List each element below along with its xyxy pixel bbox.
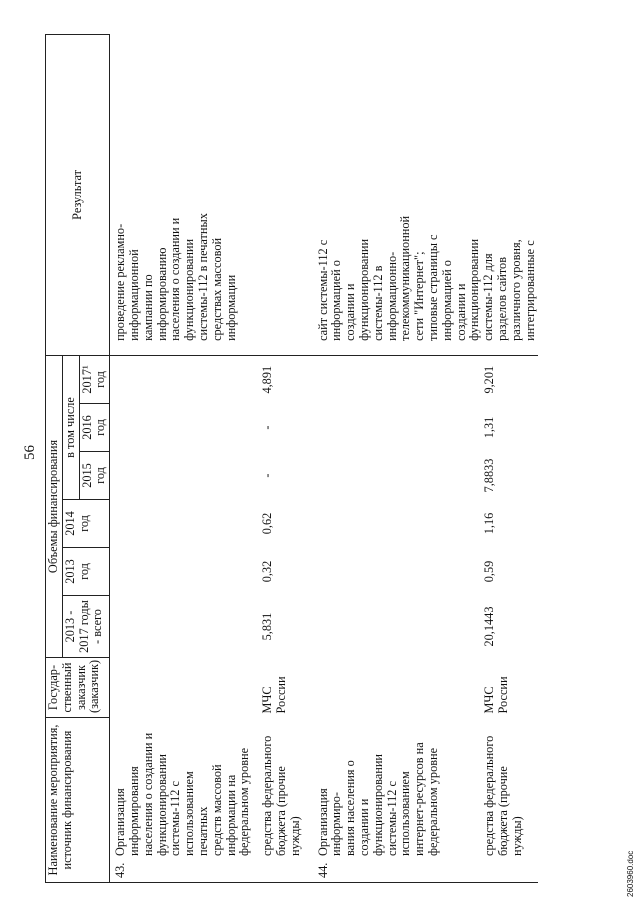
row-2015: - [260,473,275,478]
row-2015: 7,8833 [482,458,497,493]
row-2016: - [260,425,275,430]
row-result: проведение рекламно- информационной кампании по информированию населения о создании и функционировании системы-112 в печатных средствах массовой информации [110,34,309,355]
header-customer: Государ-ственный заказчик (заказчик) [46,658,110,718]
header-2014: 2014 год [62,500,109,548]
row-name: Организация информиро- вания населения о создании и функционировании системы-112 с использованием интернет-ресурсов на федеральном уровне [315,742,440,856]
row-name-cell [309,718,476,883]
footer-filename: 2603960.doc [626,850,635,897]
header-2016: 2016 год [79,404,110,452]
row-name-cell [110,718,253,883]
header-2013: 2013 год [62,548,109,596]
financing-table [45,34,538,883]
row-source: средства федерального бюджета (прочие нужды) [260,735,302,856]
row-number: 44. [315,862,330,878]
header-name: Наименование мероприятия, источник финансирования [46,718,110,883]
row-2017: 4,891 [260,365,275,394]
row-2016: 1,31 [482,416,497,439]
header-2017: 2017¹ год [79,355,110,403]
table-row [110,34,253,882]
header-including: в том числе [62,355,79,499]
row-2014: 1,16 [482,512,497,535]
row-name: Организация информирования населения о создании и функционировании системы-112 с использованием печатных средств массовой информации на федеральном уровне [113,732,252,856]
header-volume: Объемы финансирования [46,355,63,657]
row-total: 5,831 [260,612,275,641]
header-total: 2013 - 2017 годы - всего [62,596,109,658]
row-customer: МЧС России [260,676,288,714]
header-2015: 2015 год [79,452,110,500]
row-2013: 0,32 [260,560,275,583]
row-2013: 0,59 [482,560,497,583]
row-total: 20,1443 [482,606,497,647]
table-row [309,34,476,882]
row-customer: МЧС России [482,676,511,714]
row-result: сайт системы-112 с информацией о создании и функционировании системы-112 в информационно- телекоммуникационной сети "Интернет"; типовые страницы с информацией о создании и функционировании системы-112 для разделов сайтов различного уровня, интегрированные с [309,34,539,355]
page-number: 56 [22,445,38,460]
row-source: средства федерального бюджета (прочие нужды) [482,735,524,856]
row-2014: 0,62 [260,512,275,535]
row-number: 43. [113,862,128,878]
header-result: Результат [46,34,110,355]
row-2017: 9,201 [482,365,497,394]
table-header [46,34,110,882]
